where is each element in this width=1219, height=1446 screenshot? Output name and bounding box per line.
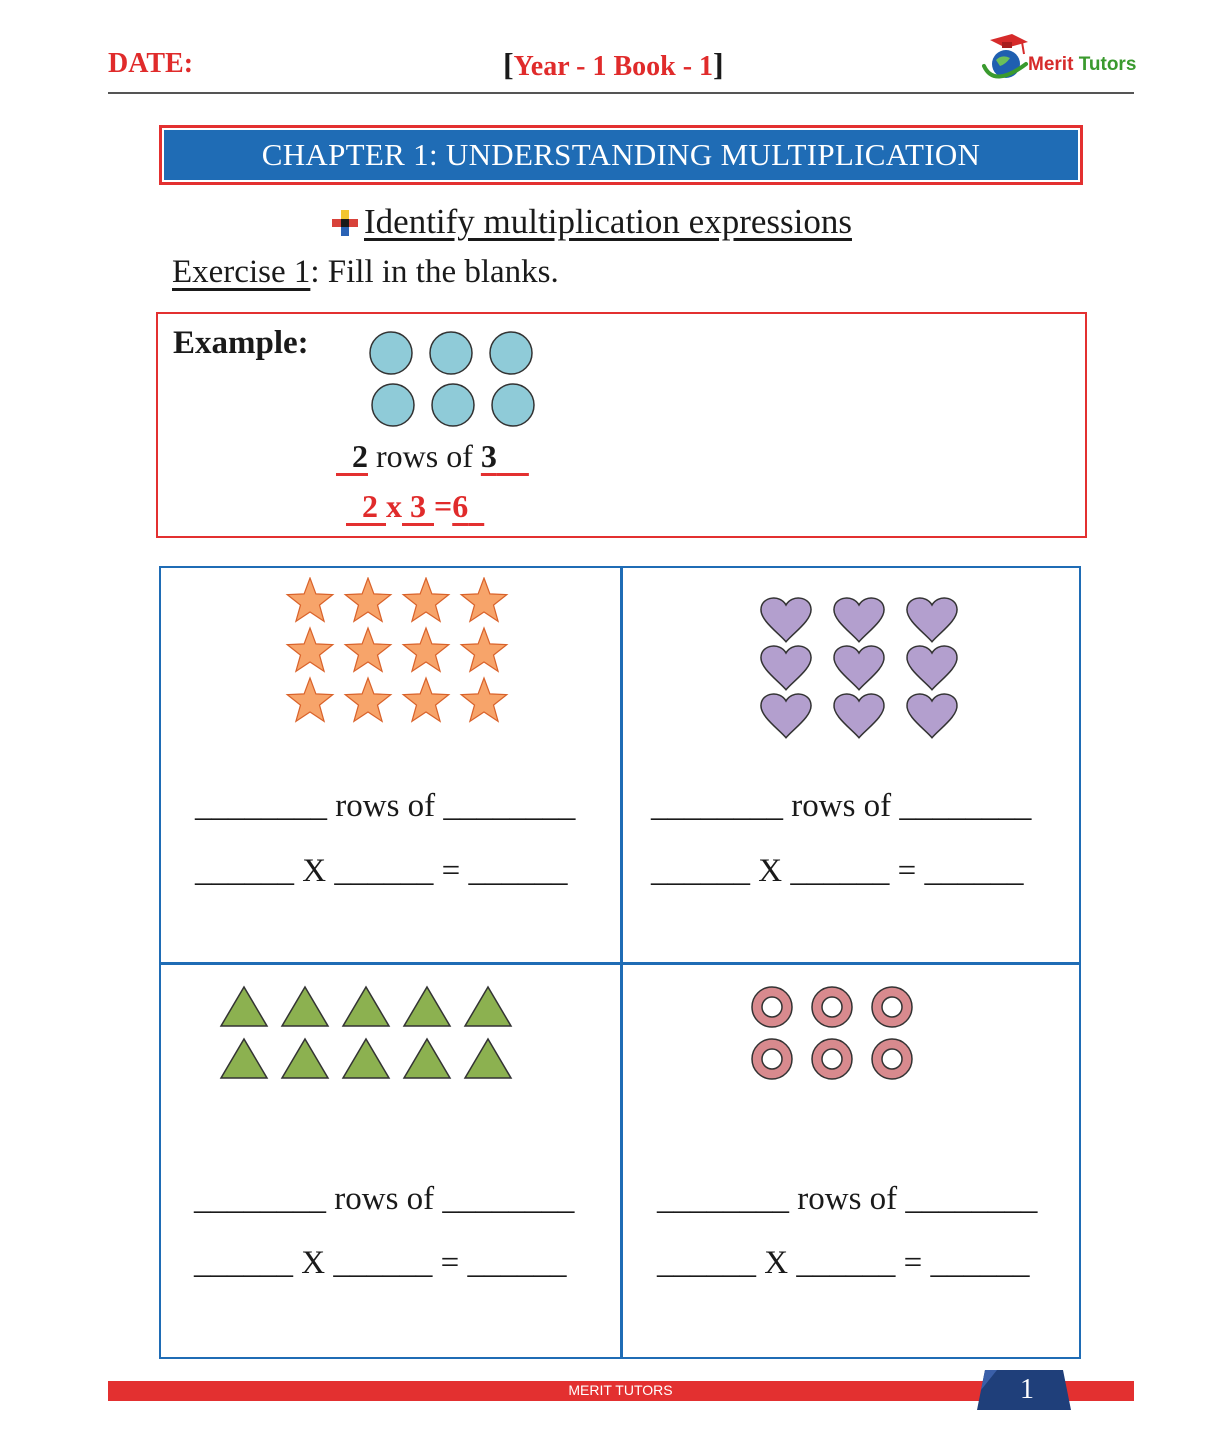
heart-shape (834, 646, 884, 690)
example-circle (490, 332, 532, 374)
bracket-open: [ (503, 46, 514, 82)
example-circle (430, 332, 472, 374)
heart-shape (761, 646, 811, 690)
heart-shape (907, 694, 957, 738)
rings-group (748, 985, 918, 1081)
triangle-shape (343, 987, 389, 1026)
panel-3-rows-line: ________ rows of ________ (194, 1181, 575, 1217)
example-equation: 2 x 3 =6 (362, 488, 469, 524)
ring-shape (872, 987, 912, 1027)
example-rows-text: 2 rows of 3 (352, 438, 497, 474)
heart-shape (761, 598, 811, 642)
star-shape (461, 578, 507, 621)
hearts-group (758, 594, 964, 740)
star-shape (403, 628, 449, 671)
stars-group (283, 577, 509, 727)
blank-factor-b[interactable]: ______ (333, 1245, 433, 1281)
triangles-group (218, 984, 516, 1082)
heart-shape (761, 694, 811, 738)
panel-1-rows-line: ________ rows of ________ (195, 788, 576, 824)
book-title: Year - 1 Book - 1 (513, 51, 714, 82)
grid-divider-horizontal (159, 962, 1081, 965)
star-shape (345, 628, 391, 671)
triangle-shape (282, 987, 328, 1026)
chapter-title: CHAPTER 1: UNDERSTANDING MULTIPLICATION (261, 137, 981, 172)
chapter-banner (159, 125, 1083, 185)
heart-shape (907, 598, 957, 642)
triangle-shape (404, 987, 450, 1026)
heart-shape (907, 646, 957, 690)
ring-shape (812, 1039, 852, 1079)
section-heading: Identify multiplication expressions (364, 202, 852, 241)
star-shape (287, 578, 333, 621)
triangle-shape (465, 987, 511, 1026)
blank-factor-b[interactable]: ______ (796, 1245, 896, 1281)
book-label (503, 46, 724, 83)
blank-cols[interactable]: ________ (905, 1181, 1038, 1217)
blank-rows[interactable]: ________ (194, 1181, 326, 1217)
ring-shape (812, 987, 852, 1027)
star-shape (287, 678, 333, 721)
blank-factor-a[interactable]: ______ (194, 1245, 293, 1281)
panel-3-equation-line: ______ X ______ = ______ (194, 1245, 567, 1281)
blank-cols[interactable]: ________ (899, 788, 1032, 824)
footer-brand: MERIT TUTORS (568, 1382, 673, 1398)
heart-shape (834, 598, 884, 642)
blank-rows[interactable]: ________ (651, 788, 783, 824)
blank-factor-a[interactable]: ______ (651, 853, 750, 889)
blank-rows[interactable]: ________ (657, 1181, 789, 1217)
star-shape (461, 678, 507, 721)
blank-cols[interactable]: ________ (442, 1181, 575, 1217)
blank-product[interactable]: ______ (924, 853, 1024, 889)
exercise-line (172, 254, 559, 291)
ring-shape (872, 1039, 912, 1079)
example-circle (372, 384, 414, 426)
blank-factor-b[interactable]: ______ (334, 853, 434, 889)
blank-factor-b[interactable]: ______ (790, 853, 890, 889)
blank-factor-a[interactable]: ______ (195, 853, 294, 889)
star-shape (403, 678, 449, 721)
header-divider (108, 92, 1134, 94)
triangle-shape (221, 1039, 267, 1078)
star-shape (287, 628, 333, 671)
date-label: DATE: (108, 48, 194, 79)
ring-shape (752, 987, 792, 1027)
page-number: 1 (1020, 1374, 1034, 1405)
blank-cols[interactable]: ________ (443, 788, 576, 824)
logo-text: Merit Tutors (1028, 54, 1137, 75)
panel-4-equation-line: ______ X ______ = ______ (657, 1245, 1030, 1281)
example-circles (362, 326, 542, 432)
example-circle (370, 332, 412, 374)
example-label: Example: (173, 325, 309, 361)
exercise-label: Exercise 1 (172, 254, 311, 290)
blank-rows[interactable]: ________ (195, 788, 327, 824)
star-shape (345, 578, 391, 621)
triangle-shape (343, 1039, 389, 1078)
blank-product[interactable]: ______ (467, 1245, 567, 1281)
heart-shape (834, 694, 884, 738)
ring-shape (752, 1039, 792, 1079)
triangle-shape (282, 1039, 328, 1078)
blank-product[interactable]: ______ (930, 1245, 1030, 1281)
panel-2-equation-line: ______ X ______ = ______ (651, 853, 1024, 889)
star-shape (403, 578, 449, 621)
exercise-instruction: : Fill in the blanks. (310, 254, 559, 290)
example-circle (492, 384, 534, 426)
star-shape (345, 678, 391, 721)
blank-product[interactable]: ______ (468, 853, 568, 889)
panel-4-rows-line: ________ rows of ________ (657, 1181, 1038, 1217)
blank-factor-a[interactable]: ______ (657, 1245, 756, 1281)
triangle-shape (404, 1039, 450, 1078)
bracket-close: ] (713, 46, 724, 82)
star-shape (461, 628, 507, 671)
example-circle (432, 384, 474, 426)
panel-2-rows-line: ________ rows of ________ (651, 788, 1032, 824)
panel-1-equation-line: ______ X ______ = ______ (195, 853, 568, 889)
bullet-cross-icon (330, 208, 360, 238)
triangle-shape (465, 1039, 511, 1078)
triangle-shape (221, 987, 267, 1026)
